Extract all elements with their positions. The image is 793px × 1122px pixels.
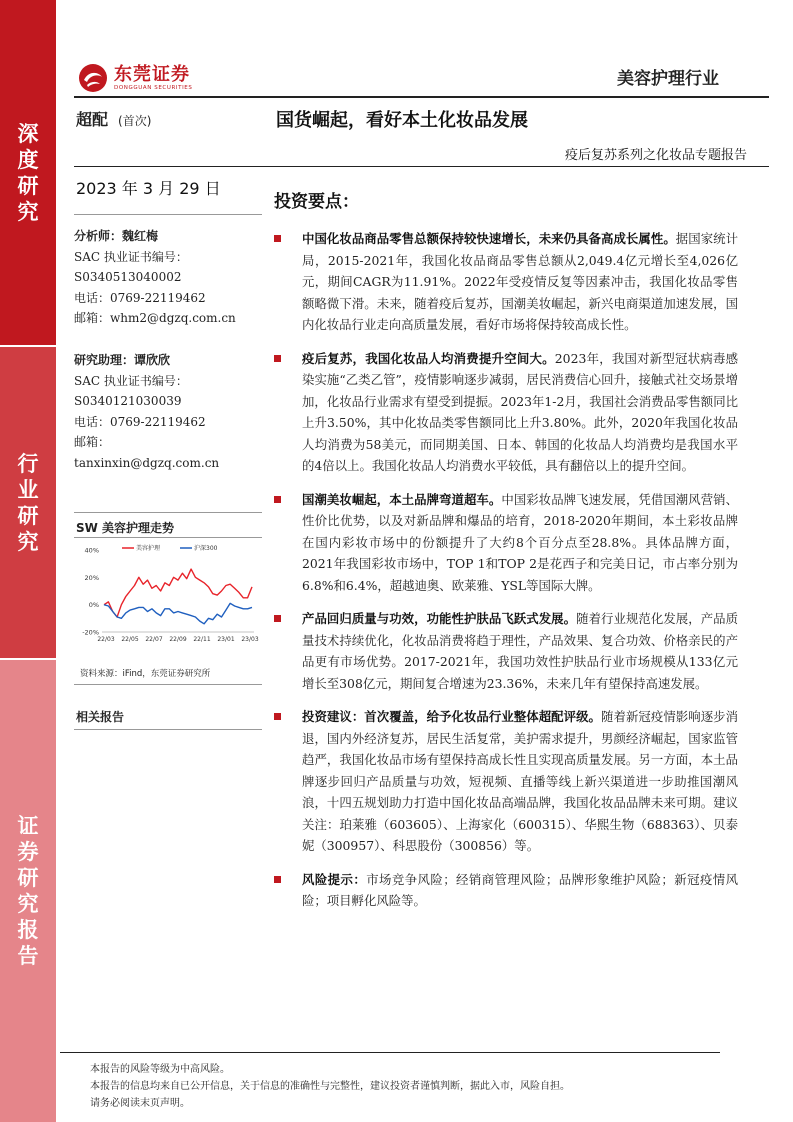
rating-note: (首次): [118, 114, 152, 128]
legend-label: 沪深300: [194, 545, 218, 552]
analyst-phone: 电话：0769-22119462: [74, 290, 206, 305]
key-point-body: 据国家统计局，2015-2021年，我国化妆品商品零售总额从2,049.4亿元增长至4,026亿元，期间CAGR为11.91%。2022年受疫情反复等因素冲击，我国化妆品零售额略微下滑。未来，随着疫后复苏，国潮美妆崛起，新兴电商渠道加速发展，国内化妆品行业走向高质量发展，看好市场将保持较高成长性。: [302, 231, 739, 332]
assistant-block: [74, 350, 262, 473]
logo-name: 东莞证券: [114, 63, 190, 85]
series-line-csi300: [104, 603, 252, 624]
sidebar-char: 深: [17, 121, 39, 146]
logo-name-en: DONGGUAN SECURITIES: [114, 84, 193, 91]
sidebar-char: 报: [17, 918, 39, 942]
date-divider: [74, 214, 262, 215]
report-subtitle: 疫后复苏系列之化妆品专题报告: [564, 148, 747, 163]
analyst-sac-no: S0340513040002: [74, 270, 182, 284]
x-tick-label: 22/07: [145, 636, 163, 643]
key-point-lead: 风险提示：: [302, 871, 367, 887]
related-divider: [74, 729, 262, 730]
analyst-block: [74, 226, 262, 329]
analyst-email[interactable]: 邮箱：whm2@dgzq.com.cn: [74, 311, 236, 325]
series-line-beauty-care: [104, 569, 252, 617]
key-points-list: [274, 228, 738, 924]
key-point: [274, 348, 738, 477]
report-title: 国货崛起，看好本土化妆品发展: [276, 110, 528, 131]
sidebar-char: 究: [17, 529, 39, 554]
key-point-body: 中国彩妆品牌飞速发展，凭借国潮风营销、性价比优势，以及对新品牌和爆品的培育，2018-2020年期间，本土彩妆品牌在国内彩妆市场中的份额提升了大约8个百分点至28.8%。具体品牌方面，2021年我国彩妆市场中，TOP 1和TOP 2是花西子和完美日记，市占率分别为6.8%和6.4%，超越迪奥、欧莱雅、YSL等国际大牌。: [302, 491, 739, 593]
sidebar-char: 研: [17, 866, 39, 890]
source-divider: [74, 684, 262, 685]
y-tick-label: 0%: [88, 601, 99, 610]
logo-mark-icon: [78, 63, 108, 93]
assistant-email-label: 邮箱：: [74, 435, 111, 449]
x-tick-label: 22/03: [97, 636, 115, 643]
assistant-sac-no: S0340121030039: [74, 394, 182, 408]
report-date: 2023 年 3 月 29 日: [76, 179, 221, 198]
sidebar-char: 研: [17, 173, 39, 198]
key-point-lead: 疫后复苏，我国化妆品人均消费提升空间大。: [302, 350, 555, 366]
title-divider: [74, 166, 769, 167]
x-tick-label: 22/11: [193, 636, 211, 643]
analyst-sac-label: SAC 执业证书编号：: [74, 249, 188, 264]
key-point: [274, 228, 738, 336]
key-point-lead: 产品回归质量与功效，功能性护肤品飞跃式发展。: [302, 611, 577, 626]
x-tick-label: 23/01: [217, 636, 235, 643]
key-point-lead: 中国化妆品商品零售总额保持较快速增长，未来仍具备高成长属性。: [302, 231, 676, 246]
key-point: [274, 608, 738, 694]
company-logo: [78, 62, 192, 94]
related-reports-heading: 相关报告: [76, 710, 125, 724]
footer-divider: [60, 1052, 720, 1053]
x-tick-label: 22/09: [169, 636, 187, 643]
sidebar-char: 券: [17, 840, 39, 864]
sidebar-char: 业: [17, 477, 39, 502]
key-point: [274, 869, 738, 912]
assistant-sac-label: SAC 执业证书编号：: [74, 373, 188, 388]
footer-notice: 请务必阅读末页声明。: [90, 1098, 190, 1109]
key-point-body: 随着行业规范化发展，产品质量技术持续优化，化妆品消费将趋于理性，产品效果、复合功效、价格亲民的产品更有市场优势。2017-2021年，我国功效性护肤品行业市场规模从133亿元增长至308亿元，期间复合增速为23.36%，未来几年有望保持高速发展。: [302, 611, 739, 691]
sidebar-industry-research: [0, 347, 56, 658]
assistant-phone: 电话：0769-22119462: [74, 414, 206, 429]
key-point: [274, 706, 738, 857]
trend-chart-svg: [74, 540, 262, 666]
legend-label: 美容护理: [136, 545, 161, 552]
rating: [76, 107, 151, 130]
sidebar-char: 度: [17, 147, 39, 172]
sidebar-char: 证: [17, 814, 39, 838]
y-tick-label: -20%: [82, 628, 99, 637]
chart-source: 资料来源：iFind，东莞证券研究所: [80, 669, 211, 679]
sidebar-char: 告: [17, 944, 39, 968]
y-tick-label: 20%: [84, 573, 99, 582]
sidebar-securities-report: [0, 660, 56, 1122]
analyst-name: 分析师：魏红梅: [74, 229, 159, 243]
key-point-lead: 国潮美妆崛起，本土品牌弯道超车。: [302, 491, 502, 507]
x-tick-label: 22/05: [121, 636, 139, 643]
sidebar-char: 行: [17, 451, 39, 476]
footer-risk-level: 本报告的风险等级为中高风险。: [90, 1064, 230, 1075]
trend-heading: SW 美容护理走势: [76, 521, 175, 535]
assistant-name: 研究助理：谭欣欣: [74, 353, 171, 367]
sidebar-char: 究: [17, 892, 39, 916]
key-point-body: 2023年，我国对新型冠状病毒感染实施“乙类乙管”，疫情影响逐步减弱，居民消费信心回升，接触式社交场景增加，化妆品行业需求有望受到提振。2023年1-2月，我国社会消费品零售额同比上升3.50%，其中化妆品类零售额同比上升3.80%。此外，2020年我国化妆品人均消费为58美元，而同期美国、日本、韩国的化妆品人均消费均是我国水平的4倍以上。我国化妆品人均消费水平较低，具有翻倍以上的提升空间。: [302, 350, 738, 473]
y-tick-label: 40%: [84, 546, 99, 555]
analyst-divider: [74, 512, 262, 513]
x-tick-label: 23/03: [241, 636, 259, 643]
key-point-body: 随着新冠疫情影响逐步消退，国内外经济复苏，居民生活复常，美护需求提升，男颜经济崛起，国家监管趋严，我国化妆品市场有望保持高成长性且实现高质量发展。另一方面，本土品牌逐步回归产品质量与功效，短视频、直播等线上新兴渠道进一步助推国潮风浪，十四五规划助力打造中国化妆品高端品牌，我国化妆品品牌未来可期。建议关注：珀莱雅（603605）、上海家化（600315）、华熙生物（688363）、贝泰妮（300957）、科思股份（300856）等。: [302, 709, 739, 853]
assistant-email[interactable]: tanxinxin@dgzq.com.cn: [74, 455, 220, 470]
key-points-heading: 投资要点：: [274, 192, 359, 212]
trend-chart: [74, 540, 262, 666]
header-divider: [74, 96, 769, 98]
footer-disclaimer: 本报告的信息均来自已公开信息，关于信息的准确性与完整性，建议投资者谨慎判断，据此入市，风险自担。: [90, 1081, 570, 1092]
sidebar-deep-research: [0, 0, 56, 345]
key-point-lead: 投资建议：首次覆盖，给予化妆品行业整体超配评级。: [302, 709, 602, 724]
footer: [90, 1061, 570, 1112]
key-point-body: 市场竞争风险；经销商管理风险；品牌形象维护风险；新冠疫情风险；项目孵化风险等。: [302, 871, 739, 908]
sidebar-char: 究: [17, 199, 39, 224]
rating-value: 超配: [76, 110, 109, 129]
industry-label: 美容护理行业: [617, 69, 719, 89]
key-point: [274, 489, 738, 597]
sidebar-char: 研: [17, 503, 39, 528]
trend-divider: [74, 537, 262, 538]
